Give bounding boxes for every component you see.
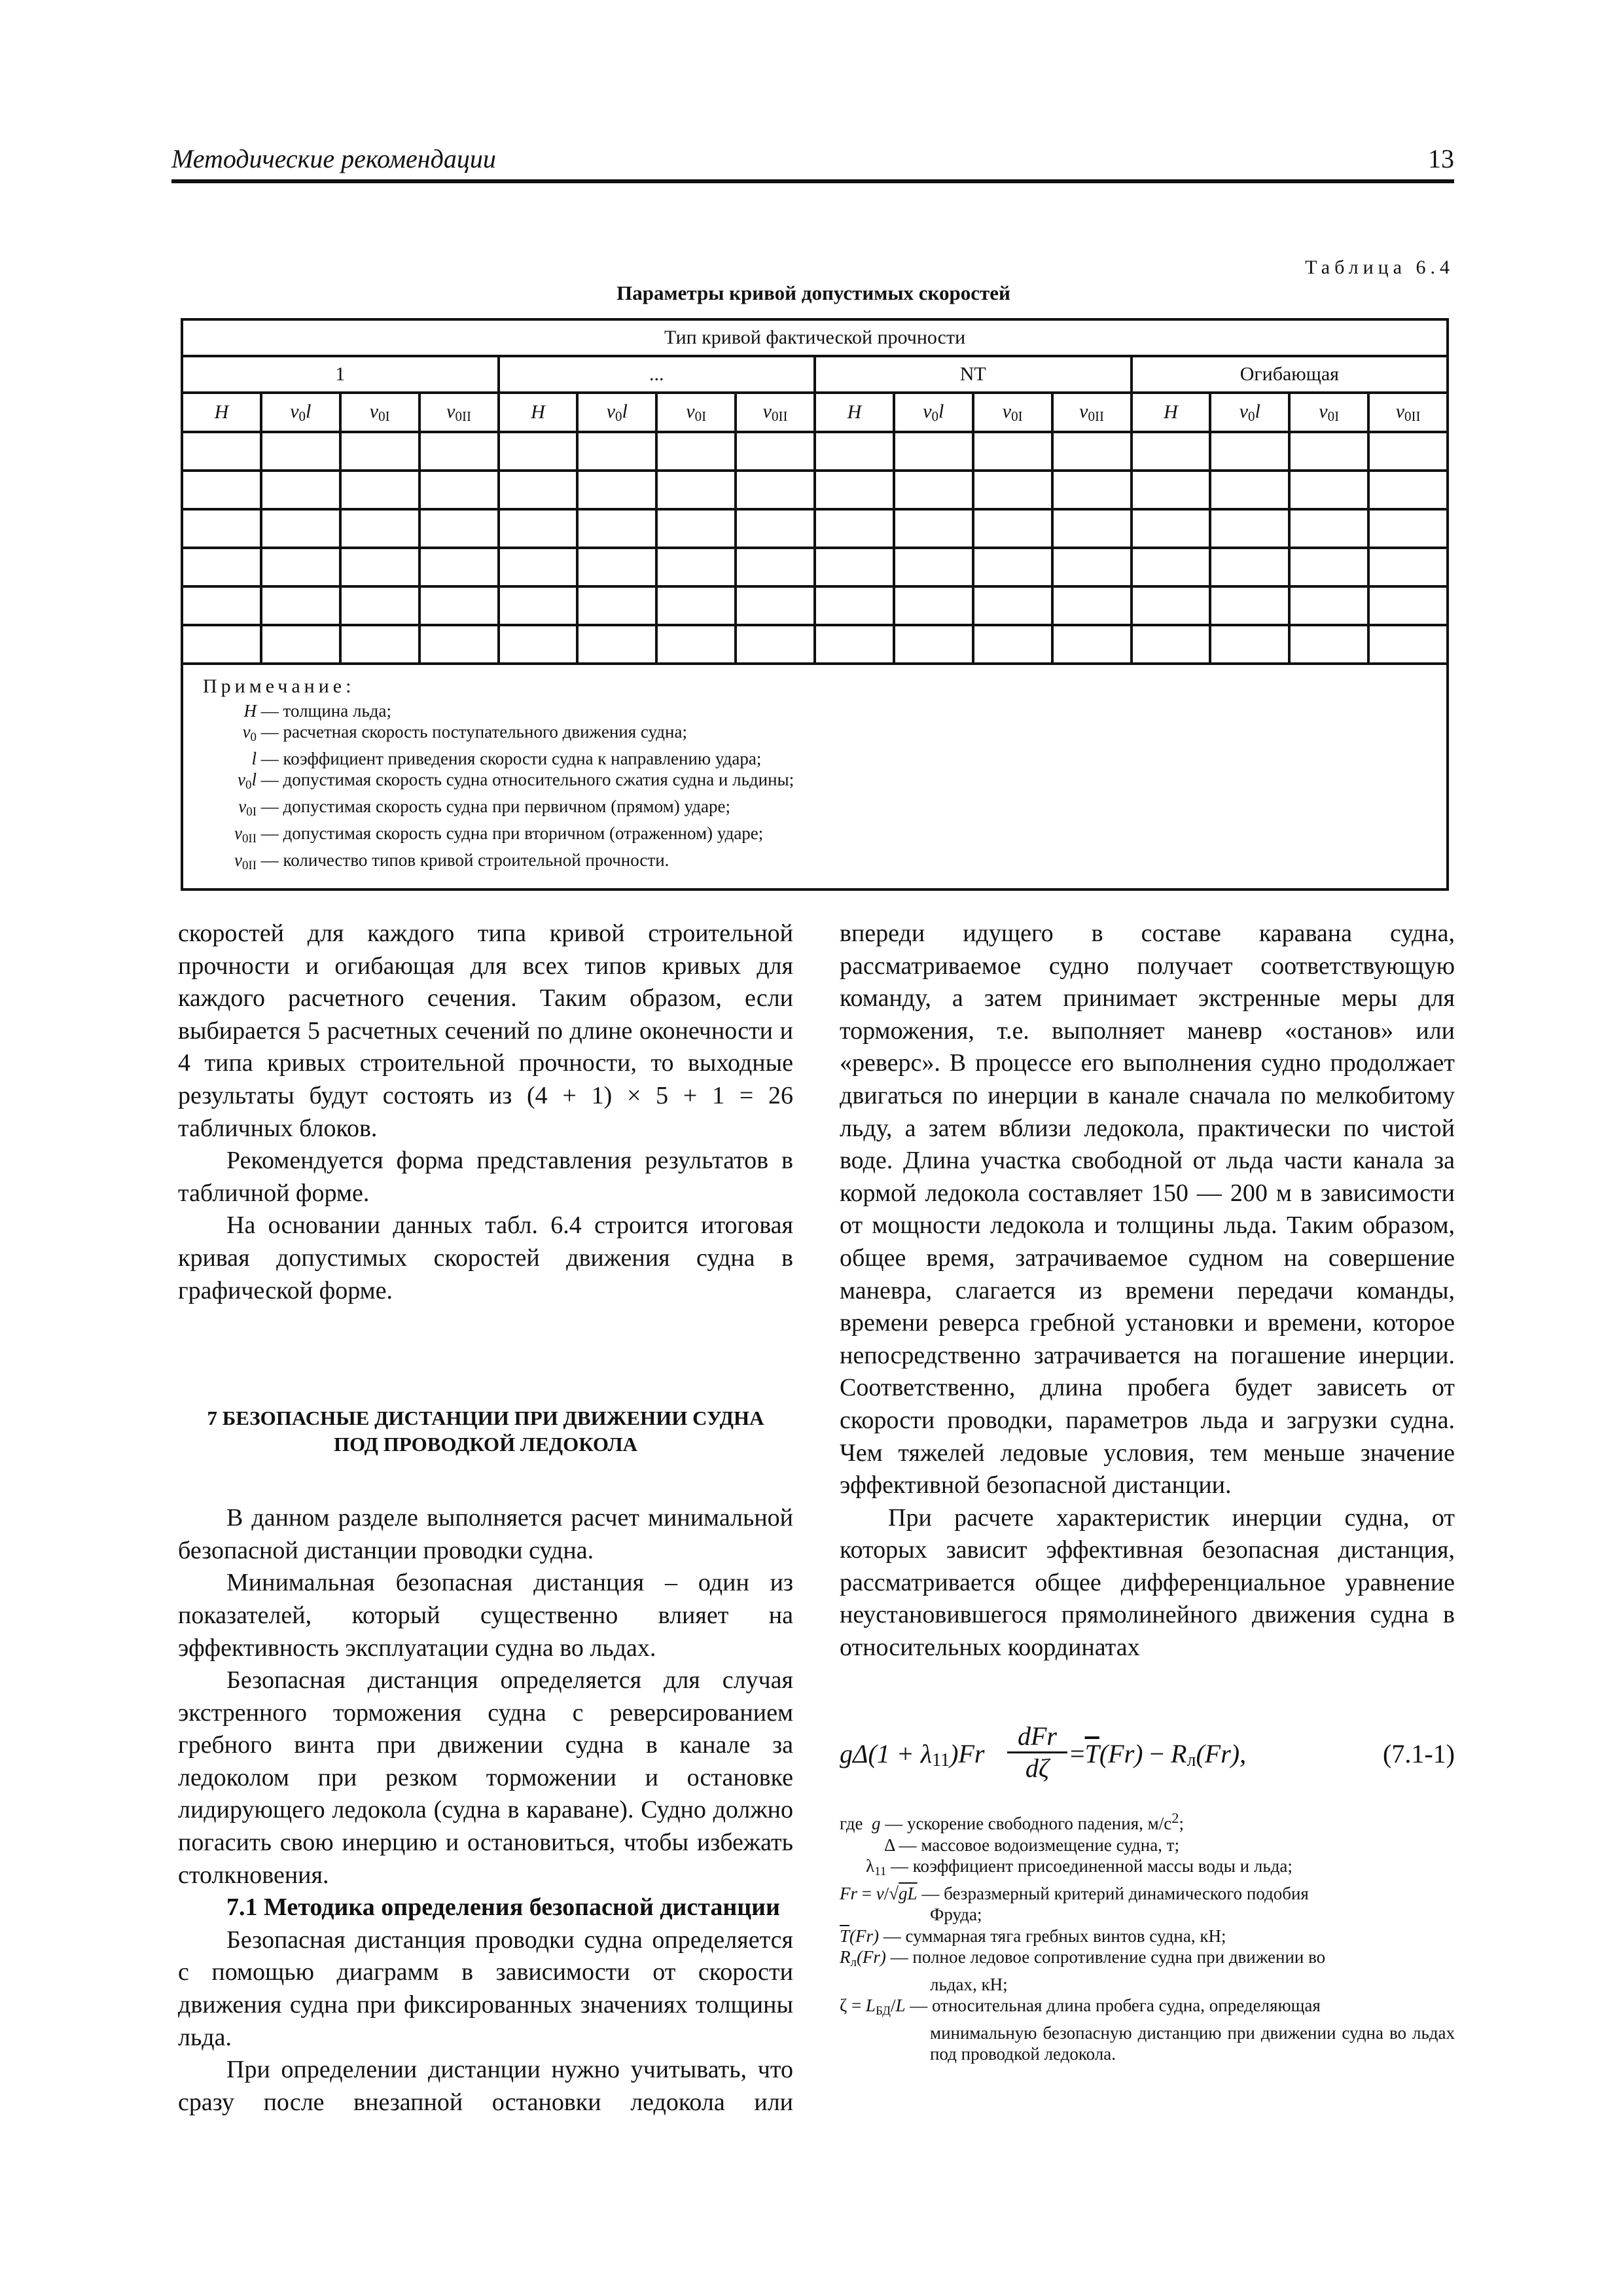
table-cell — [182, 586, 261, 625]
table-cell — [1210, 509, 1289, 548]
table-symbol-cell: $v_{0I}$ — [340, 393, 419, 432]
table-symbol-cell: H — [1132, 393, 1211, 432]
note-item: $v_{0I}$ — допустимая скорость судна при первичном (прямом) ударе; — [238, 797, 730, 819]
table-group-header: Тип кривой фактической прочности — [182, 319, 1448, 356]
legend-item-lambda: $\lambda_{11}$ — коэффициент присоединенной массы воды и льда; — [866, 1856, 1293, 1878]
table-row — [182, 509, 1448, 548]
paragraph: впереди идущего в составе каравана судна, рассматриваемое судно получает соответствующую команду, а затем принимает экстренные меры для торможения, т.е. выполняет маневр «останов» или «реверс». В процессе его выполнения судно продолжает двигаться по инерции в канале сначала по мелкобитому льду, а затем вблизи ледокола, практически по чистой воде. Длина участка свободной от льда части канала за кормой ледокола составляет 150 — 200 м в зависимости от мощности ледокола и толщины льда. Таким образом, общее время, затрачиваемое судном на совершение маневра, слагается из времени передачи команды, времени реверса гребной установки и времени, которое непосредственно затрачивается на погашение инерции. Соответственно, длина пробега будет зависеть от скорости проводки, параметров льда и загрузки судна. Чем тяжелей ледовые условия, тем меньше значение эффективной безопасной дистанции. — [840, 920, 1455, 1499]
table-cell — [1368, 509, 1448, 548]
table-cell — [419, 432, 499, 471]
table-cell — [1210, 548, 1289, 586]
table-cell — [736, 625, 815, 664]
table-symbol-cell: $v_0l$ — [1210, 393, 1289, 432]
table-group-1: 1 — [182, 356, 499, 393]
table-cell — [1289, 548, 1368, 586]
legend-item-thrust: $\overline{T}(Fr)$ — суммарная тяга гребных винтов судна, кН; — [840, 1926, 1226, 1946]
table-cell — [499, 509, 578, 548]
table-cell — [419, 586, 499, 625]
table-cell — [419, 548, 499, 586]
table-cell — [656, 471, 736, 509]
table-cell — [1210, 625, 1289, 664]
table-cell — [261, 509, 340, 548]
header-title: Методические рекомендации — [171, 144, 496, 173]
table-cell — [1132, 509, 1211, 548]
table-cell — [894, 586, 973, 625]
table-cell — [815, 548, 894, 586]
note-item: $v_{0II}$ — количество типов кривой строительной прочности. — [234, 850, 669, 872]
table-cell — [1132, 471, 1211, 509]
table-cell — [1132, 548, 1211, 586]
table-cell — [261, 625, 340, 664]
table-row — [182, 548, 1448, 586]
table-cell — [1210, 586, 1289, 625]
table-cell — [1210, 471, 1289, 509]
table-cell — [1368, 432, 1448, 471]
table-row — [182, 586, 1448, 625]
table-cell — [261, 586, 340, 625]
formula-7-1-1 — [840, 1721, 1455, 1787]
table-cell — [182, 625, 261, 664]
table-cell — [419, 471, 499, 509]
paragraph: При определении дистанции нужно учитывать, что сразу после внезапной остановки ледокола или — [178, 2056, 793, 2116]
table-cell — [1368, 625, 1448, 664]
table-cell — [815, 471, 894, 509]
table-cell — [1368, 548, 1448, 586]
table-cell — [577, 471, 656, 509]
note-item: $v_{0II}$ — допустимая скорость судна при вторичном (отраженном) ударе; — [234, 823, 764, 846]
table-row — [182, 625, 1448, 664]
legend-item-froude: Fr = v/√gL — безразмерный критерий динамического подобия — [840, 1883, 1309, 1903]
table-group-2: ... — [499, 356, 815, 393]
table-cell — [340, 471, 419, 509]
legend-item-zeta: $\zeta = L_{БД}/L$ — относительная длина пробега судна, определяющая — [840, 1996, 1321, 2018]
table-cell — [656, 586, 736, 625]
table-cell — [1052, 548, 1132, 586]
table-cell — [894, 509, 973, 548]
formula-fraction: dFr dζ — [1007, 1721, 1067, 1784]
page-number: 13 — [1428, 144, 1454, 173]
table-cell — [1289, 625, 1368, 664]
table-cell — [656, 625, 736, 664]
table-cell — [973, 625, 1052, 664]
note-item: H — толщина льда; — [243, 701, 391, 721]
table-cell — [894, 432, 973, 471]
table-cell — [577, 432, 656, 471]
left-column — [178, 918, 793, 2119]
note-title: Примечание: — [203, 675, 355, 697]
table-symbol-cell: H — [815, 393, 894, 432]
table-cell — [815, 432, 894, 471]
table-cell — [1052, 625, 1132, 664]
table-cell — [1132, 432, 1211, 471]
formula-legend — [840, 1808, 1455, 2065]
table-cell — [1052, 432, 1132, 471]
table-cell — [894, 625, 973, 664]
table-cell — [815, 625, 894, 664]
table-cell — [1132, 625, 1211, 664]
legend-item-resistance-cont: льдах, кН; — [930, 1974, 1008, 1994]
table-cell — [736, 432, 815, 471]
table-cell — [973, 432, 1052, 471]
table-symbol-cell: $v_{0II}$ — [1368, 393, 1448, 432]
table-cell — [736, 548, 815, 586]
table-cell — [1052, 509, 1132, 548]
table-cell — [419, 509, 499, 548]
parameters-table — [181, 318, 1449, 891]
table-note — [182, 664, 1448, 889]
legend-item-zeta-cont: минимальную безопасную дистанцию при движении судна во льдах под проводкой ледокола. — [930, 2022, 1455, 2064]
table-cell — [894, 471, 973, 509]
table-cell — [499, 625, 578, 664]
paragraph: Безопасная дистанция определяется для случая экстренного торможения судна с реверсированием гребного винта при движении судна в канале за ледоколом при резком торможении и остановке лидирующего ледокола (судна в караване). Судно должно погасить свою инерцию и остановиться, чтобы избежать столкновения. — [178, 1666, 793, 1889]
table-symbol-cell: $v_0l$ — [894, 393, 973, 432]
table-cell — [261, 548, 340, 586]
formula-number: (7.1-1) — [1383, 1739, 1455, 1768]
table-cell — [340, 625, 419, 664]
table-cell — [1132, 586, 1211, 625]
table-cell — [261, 471, 340, 509]
table-symbol-cell: $v_0l$ — [261, 393, 340, 432]
note-item: $v_0l$ — допустимая скорость судна относительного сжатия судна и льдины; — [238, 770, 794, 792]
table-symbol-cell: H — [499, 393, 578, 432]
table-row — [182, 432, 1448, 471]
subsection-heading: 7.1 Методика определения безопасной дистанции — [226, 1893, 780, 1922]
table-cell — [499, 471, 578, 509]
table-group-3: NT — [815, 356, 1132, 393]
table-cell — [577, 625, 656, 664]
right-column — [840, 918, 1455, 1664]
paragraph: Рекомендуется форма представления результатов в табличной форме. — [178, 1147, 793, 1207]
paragraph: Минимальная безопасная дистанция – один из показателей, который существенно влияет на эффективность эксплуатации судна во льдах. — [178, 1569, 793, 1662]
table-cell — [815, 509, 894, 548]
section-heading-line-2: ПОД ПРОВОДКОЙ ЛЕДОКОЛА — [334, 1433, 637, 1456]
table-cell — [577, 509, 656, 548]
table-cell — [736, 509, 815, 548]
table-cell — [656, 432, 736, 471]
paragraph: Безопасная дистанция проводки судна определяется с помощью диаграмм в зависимости от скорости движения судна при фиксированных значениях толщины льда. — [178, 1926, 793, 2051]
table-cell — [1368, 471, 1448, 509]
table-cell — [1289, 471, 1368, 509]
formula-lhs: $g\Delta(1 + \lambda_{11})Fr$ — [840, 1739, 985, 1770]
table-symbol-cell: $v_{0I}$ — [656, 393, 736, 432]
table-cell — [736, 471, 815, 509]
table-symbol-cell: $v_{0I}$ — [1289, 393, 1368, 432]
table-cell — [499, 548, 578, 586]
paragraph: На основании данных табл. 6.4 строится итоговая кривая допустимых скоростей движения судна в графической форме. — [178, 1211, 793, 1304]
legend-item-delta: Δ — массовое водоизмещение судна, т; — [884, 1835, 1179, 1855]
table-cell — [656, 548, 736, 586]
table-cell — [261, 432, 340, 471]
section-heading-line-1: 7 БЕЗОПАСНЫЕ ДИСТАНЦИИ ПРИ ДВИЖЕНИИ СУДНА — [207, 1407, 764, 1430]
table-symbol-cell: $v_0l$ — [577, 393, 656, 432]
table-cell — [1289, 432, 1368, 471]
note-item: $v_0$ — расчетная скорость поступательного движения судна; — [242, 722, 687, 744]
table-cell — [340, 432, 419, 471]
table-cell — [340, 509, 419, 548]
paragraph: скоростей для каждого типа кривой строительной прочности и огибающая для всех типов кривых для каждого расчетного сечения. Таким образом, если выбирается 5 расчетных сечений по длине оконечности и 4 типа кривых строительной прочности, то выходные результаты будут состоять из (4 + 1) × 5 + 1 = 26 табличных блоков. — [178, 920, 793, 1142]
running-header — [171, 145, 1454, 183]
table-cell — [1052, 471, 1132, 509]
table-cell — [1368, 586, 1448, 625]
table-cell — [182, 548, 261, 586]
table-row — [182, 471, 1448, 509]
table-cell — [973, 548, 1052, 586]
table-symbol-cell: H — [182, 393, 261, 432]
table-cell — [577, 548, 656, 586]
table-symbol-cell: $v_{0II}$ — [1052, 393, 1132, 432]
table-symbol-cell: $v_{0II}$ — [736, 393, 815, 432]
table-cell — [894, 548, 973, 586]
table-title: Параметры кривой допустимых скоростей — [616, 281, 1010, 304]
note-item: l — коэффициент приведения скорости судна к направлению удара; — [251, 749, 762, 768]
table-cell — [736, 586, 815, 625]
table-cell — [182, 509, 261, 548]
table-cell — [182, 471, 261, 509]
legend-item-froude-cont: Фруда; — [930, 1905, 982, 1924]
table-cell — [973, 509, 1052, 548]
paragraph: При расчете характеристик инерции судна, от которых зависит эффективная безопасная дистанция, рассматривается общее дифференциальное уравнение неустановившегося прямолинейного движения судна в относительных координатах — [840, 1503, 1455, 1662]
table-cell — [340, 586, 419, 625]
table-cell — [1289, 509, 1368, 548]
table-cell — [815, 586, 894, 625]
table-cell — [577, 586, 656, 625]
table-cell — [499, 586, 578, 625]
table-cell — [1289, 586, 1368, 625]
table-cell — [499, 432, 578, 471]
table-symbol-row — [182, 393, 1448, 432]
table-cell — [1210, 432, 1289, 471]
table-cell — [1052, 586, 1132, 625]
table-cell — [182, 432, 261, 471]
table-cell — [340, 548, 419, 586]
legend-item-g: где g — ускорение свободного падения, $м/с^2$; — [840, 1810, 1184, 1833]
table-symbol-cell: $v_{0II}$ — [419, 393, 499, 432]
table-cell — [973, 586, 1052, 625]
table-cell — [656, 509, 736, 548]
formula-rhs: $=\overline{T}(Fr) - R_л(Fr)$, — [1070, 1739, 1247, 1770]
table-cell — [419, 625, 499, 664]
table-symbol-cell: $v_{0I}$ — [973, 393, 1052, 432]
paragraph: В данном разделе выполняется расчет минимальной безопасной дистанции проводки судна. — [178, 1504, 793, 1564]
legend-item-resistance: $R_л(Fr)$ — полное ледовое сопротивление судна при движении во — [840, 1947, 1326, 1969]
table-group-4: Огибающая — [1132, 356, 1448, 393]
table-cell — [973, 471, 1052, 509]
table-label: Таблица 6.4 — [1305, 257, 1454, 278]
